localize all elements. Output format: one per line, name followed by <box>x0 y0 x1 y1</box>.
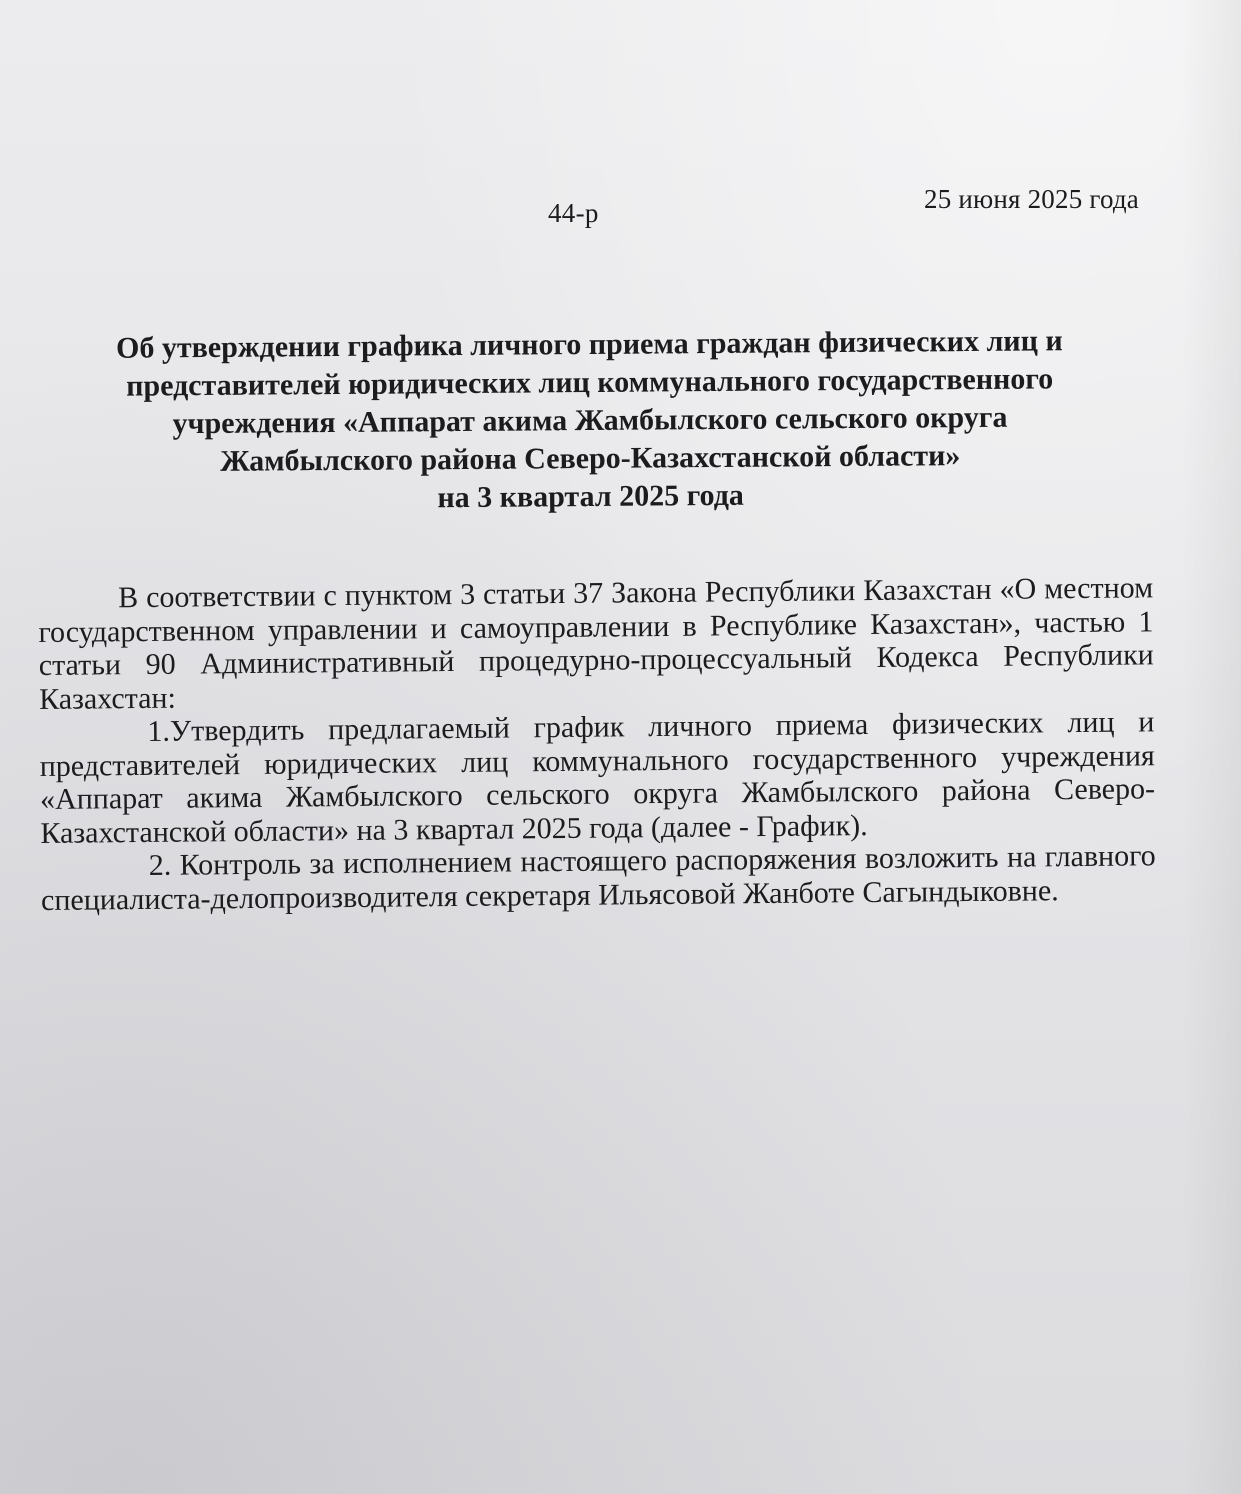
document-title <box>59 322 1120 520</box>
page-edge-shadow <box>1181 0 1241 1494</box>
item-1-paragraph: 1.Утвердить предлагаемый график личного приема физических лиц и представителей юридических лиц коммунального государственного учреждения «Аппарат акима Жамбылского сельского округа Жамбылского района Северо-Казахстанской области» на 3 квартал 2025 года (далее - График). <box>39 705 1156 850</box>
document-body <box>38 571 1156 917</box>
title-line: на 3 квартал 2025 года <box>437 478 744 515</box>
title-line: учреждения «Аппарат акима Жамбылского сельского округа <box>172 400 1008 441</box>
preamble-paragraph: В соответствии с пунктом 3 статьи 37 Закона Республики Казахстан «О местном государственном управлении и самоуправлении в Республике Казахстан», частью 1 статьи 90 Административный процедурно-процессуальный Кодекса Республики Казахстан: <box>38 571 1154 716</box>
item-2-paragraph: 2. Контроль за исполнением настоящего распоряжения возложить на главного специалиста-делопроизводителя секретаря Ильясовой Жанботе Сагындыковне. <box>40 839 1156 917</box>
title-line: Жамбылского района Северо-Казахстанской области» <box>220 439 961 478</box>
order-date: 25 июня 2025 года <box>924 184 1139 214</box>
title-line: Об утверждении графика личного приема граждан физических лиц и <box>115 324 1063 365</box>
title-line: представителей юридических лиц коммунального государственного <box>126 362 1054 403</box>
order-number: 44-р <box>548 198 599 228</box>
